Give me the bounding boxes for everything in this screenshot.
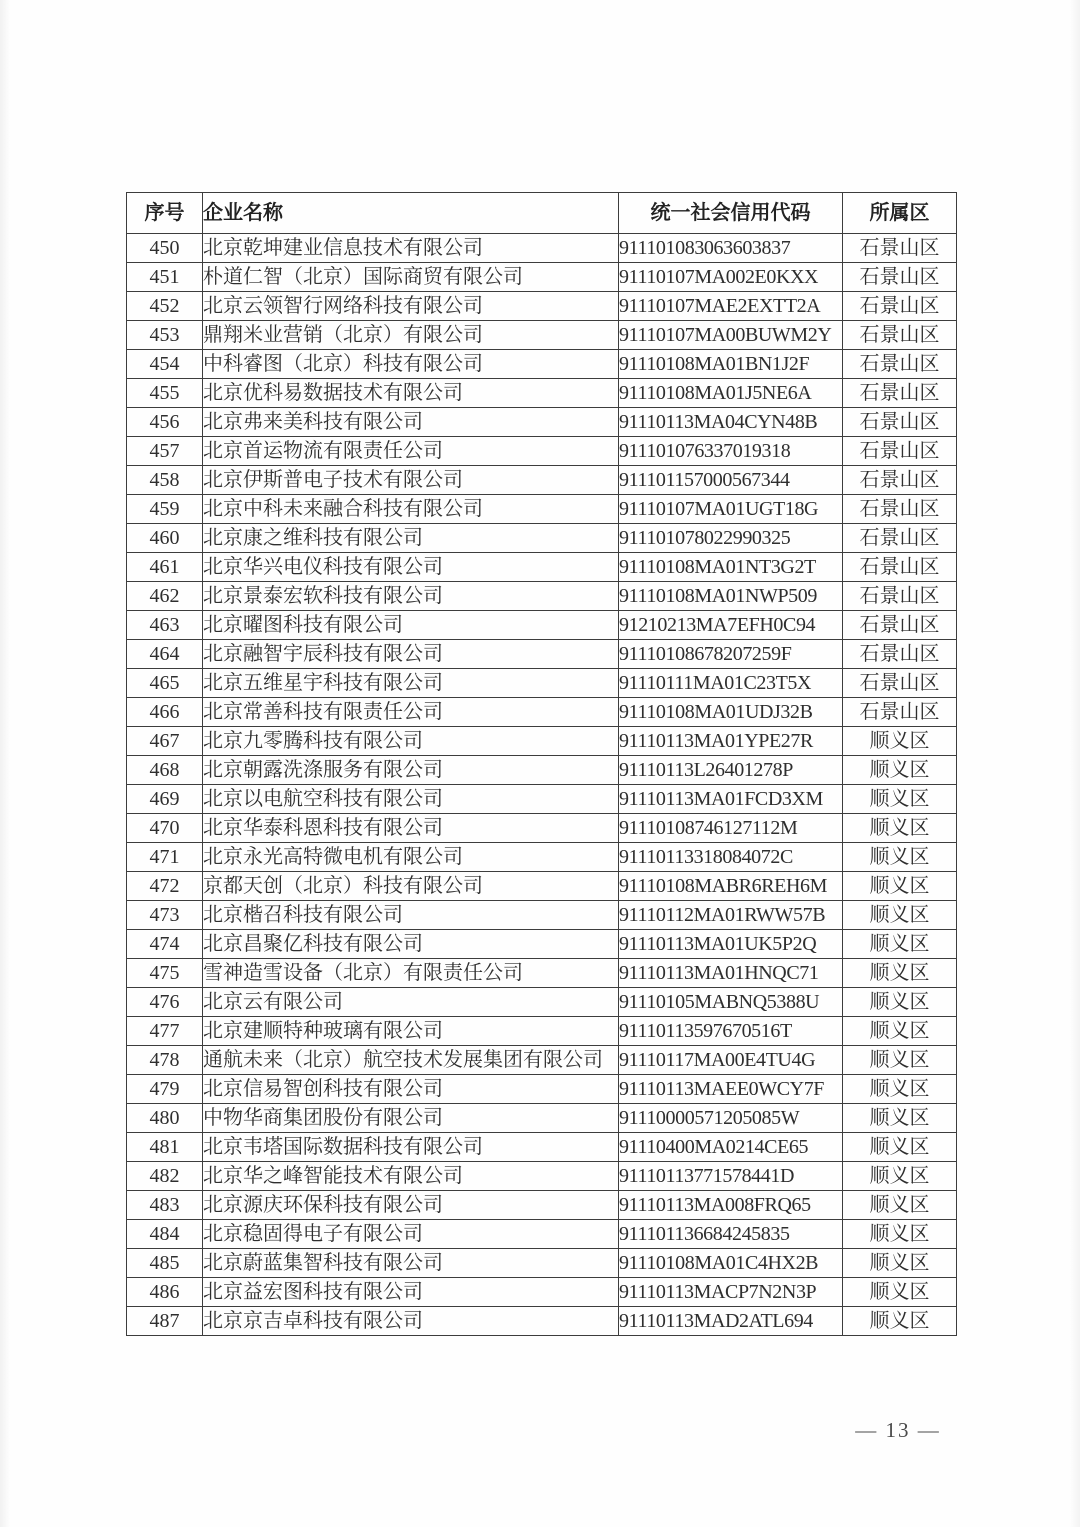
- credit-code-cell: 91110108MA01BN1J2F: [619, 350, 843, 379]
- row-serial-number: 467: [127, 727, 203, 756]
- district-cell: 顺义区: [843, 1278, 957, 1307]
- district-cell: 顺义区: [843, 872, 957, 901]
- credit-code-cell: 91110113MAD2ATL694: [619, 1307, 843, 1336]
- row-serial-number: 450: [127, 234, 203, 263]
- district-cell: 石景山区: [843, 553, 957, 582]
- credit-code-cell: 91110113771578441D: [619, 1162, 843, 1191]
- row-serial-number: 474: [127, 930, 203, 959]
- table-row: [127, 611, 957, 640]
- table-row: [127, 495, 957, 524]
- table-row: [127, 698, 957, 727]
- credit-code-cell: 91110113MA01HNQC71: [619, 959, 843, 988]
- company-name-cell: 北京永光高特微电机有限公司: [203, 843, 619, 872]
- credit-code-cell: 91110113L26401278P: [619, 756, 843, 785]
- district-cell: 顺义区: [843, 988, 957, 1017]
- row-serial-number: 477: [127, 1017, 203, 1046]
- row-serial-number: 468: [127, 756, 203, 785]
- district-cell: 石景山区: [843, 669, 957, 698]
- district-cell: 顺义区: [843, 1191, 957, 1220]
- credit-code-cell: 91110113MA008FRQ65: [619, 1191, 843, 1220]
- district-cell: 顺义区: [843, 1307, 957, 1336]
- district-cell: 石景山区: [843, 408, 957, 437]
- company-name-cell: 雪神造雪设备（北京）有限责任公司: [203, 959, 619, 988]
- credit-code-cell: 91110113MAEE0WCY7F: [619, 1075, 843, 1104]
- table-row: [127, 785, 957, 814]
- credit-code-cell: 91110117MA00E4TU4G: [619, 1046, 843, 1075]
- company-name-cell: 北京五维星宇科技有限公司: [203, 669, 619, 698]
- district-cell: 顺义区: [843, 814, 957, 843]
- credit-code-cell: 91110108MA01NT3G2T: [619, 553, 843, 582]
- table-row: [127, 1191, 957, 1220]
- header-serial-number: 序号: [127, 193, 203, 234]
- row-serial-number: 461: [127, 553, 203, 582]
- table-row: [127, 669, 957, 698]
- company-name-cell: 北京信易智创科技有限公司: [203, 1075, 619, 1104]
- company-name-cell: 北京楷召科技有限公司: [203, 901, 619, 930]
- company-name-cell: 京都天创（北京）科技有限公司: [203, 872, 619, 901]
- table-row: [127, 292, 957, 321]
- district-cell: 石景山区: [843, 582, 957, 611]
- table-row: [127, 640, 957, 669]
- header-credit-code: 统一社会信用代码: [619, 193, 843, 234]
- company-name-cell: 北京中科未来融合科技有限公司: [203, 495, 619, 524]
- row-serial-number: 481: [127, 1133, 203, 1162]
- credit-code-cell: 91110107MA002E0KXX: [619, 263, 843, 292]
- table-row: [127, 437, 957, 466]
- district-cell: 石景山区: [843, 611, 957, 640]
- table-row: [127, 1104, 957, 1133]
- table-body: [127, 234, 957, 1336]
- row-serial-number: 476: [127, 988, 203, 1017]
- row-serial-number: 472: [127, 872, 203, 901]
- credit-code-cell: 911101078022990325: [619, 524, 843, 553]
- row-serial-number: 459: [127, 495, 203, 524]
- company-name-cell: 北京华之峰智能技术有限公司: [203, 1162, 619, 1191]
- district-cell: 石景山区: [843, 640, 957, 669]
- credit-code-cell: 91110108MABR6REH6M: [619, 872, 843, 901]
- credit-code-cell: 91110113597670516T: [619, 1017, 843, 1046]
- district-cell: 石景山区: [843, 466, 957, 495]
- page-number: — 13 —: [855, 1418, 941, 1442]
- row-serial-number: 451: [127, 263, 203, 292]
- table-row: [127, 321, 957, 350]
- table-row: [127, 959, 957, 988]
- company-name-cell: 北京源庆环保科技有限公司: [203, 1191, 619, 1220]
- district-cell: 顺义区: [843, 959, 957, 988]
- credit-code-cell: 91110108MA01UDJ32B: [619, 698, 843, 727]
- district-cell: 石景山区: [843, 350, 957, 379]
- company-name-cell: 北京首运物流有限责任公司: [203, 437, 619, 466]
- district-cell: 顺义区: [843, 1249, 957, 1278]
- district-cell: 石景山区: [843, 263, 957, 292]
- district-cell: 顺义区: [843, 930, 957, 959]
- company-name-cell: 北京以电航空科技有限公司: [203, 785, 619, 814]
- row-serial-number: 462: [127, 582, 203, 611]
- row-serial-number: 460: [127, 524, 203, 553]
- credit-code-cell: 911101136684245835: [619, 1220, 843, 1249]
- district-cell: 顺义区: [843, 756, 957, 785]
- table-row: [127, 1249, 957, 1278]
- company-name-cell: 北京优科易数据技术有限公司: [203, 379, 619, 408]
- district-cell: 石景山区: [843, 234, 957, 263]
- credit-code-cell: 91110113MA01FCD3XM: [619, 785, 843, 814]
- district-cell: 石景山区: [843, 495, 957, 524]
- company-name-cell: 北京融智宇辰科技有限公司: [203, 640, 619, 669]
- district-cell: 顺义区: [843, 1162, 957, 1191]
- row-serial-number: 478: [127, 1046, 203, 1075]
- company-name-cell: 北京华兴电仪科技有限公司: [203, 553, 619, 582]
- district-cell: 顺义区: [843, 1133, 957, 1162]
- credit-code-cell: 91110108MA01NWP509: [619, 582, 843, 611]
- company-name-cell: 中科睿图（北京）科技有限公司: [203, 350, 619, 379]
- company-name-cell: 北京稳固得电子有限公司: [203, 1220, 619, 1249]
- company-name-cell: 北京京吉卓科技有限公司: [203, 1307, 619, 1336]
- table-row: [127, 466, 957, 495]
- company-name-cell: 北京九零腾科技有限公司: [203, 727, 619, 756]
- row-serial-number: 487: [127, 1307, 203, 1336]
- company-name-cell: 朴道仁智（北京）国际商贸有限公司: [203, 263, 619, 292]
- credit-code-cell: 91110113318084072C: [619, 843, 843, 872]
- row-serial-number: 463: [127, 611, 203, 640]
- table-row: [127, 901, 957, 930]
- row-serial-number: 479: [127, 1075, 203, 1104]
- row-serial-number: 471: [127, 843, 203, 872]
- table-row: [127, 553, 957, 582]
- company-name-cell: 北京康之维科技有限公司: [203, 524, 619, 553]
- credit-code-cell: 91110400MA0214CE65: [619, 1133, 843, 1162]
- company-name-cell: 北京伊斯普电子技术有限公司: [203, 466, 619, 495]
- credit-code-cell: 911101076337019318: [619, 437, 843, 466]
- credit-code-cell: 91110108678207259F: [619, 640, 843, 669]
- table-row: [127, 582, 957, 611]
- credit-code-cell: 91110113MA01UK5P2Q: [619, 930, 843, 959]
- table-row: [127, 1075, 957, 1104]
- credit-code-cell: 91110107MA00BUWM2Y: [619, 321, 843, 350]
- district-cell: 石景山区: [843, 698, 957, 727]
- credit-code-cell: 91110107MAE2EXTT2A: [619, 292, 843, 321]
- row-serial-number: 470: [127, 814, 203, 843]
- company-name-cell: 北京曜图科技有限公司: [203, 611, 619, 640]
- row-serial-number: 475: [127, 959, 203, 988]
- company-name-cell: 北京乾坤建业信息技术有限公司: [203, 234, 619, 263]
- credit-code-cell: 91110000571205085W: [619, 1104, 843, 1133]
- district-cell: 石景山区: [843, 321, 957, 350]
- company-name-cell: 北京蔚蓝集智科技有限公司: [203, 1249, 619, 1278]
- row-serial-number: 469: [127, 785, 203, 814]
- row-serial-number: 455: [127, 379, 203, 408]
- company-name-cell: 北京云有限公司: [203, 988, 619, 1017]
- row-serial-number: 453: [127, 321, 203, 350]
- credit-code-cell: 91110108746127112M: [619, 814, 843, 843]
- credit-code-cell: 91110113MACP7N2N3P: [619, 1278, 843, 1307]
- table-row: [127, 234, 957, 263]
- district-cell: 顺义区: [843, 843, 957, 872]
- company-name-cell: 北京常善科技有限责任公司: [203, 698, 619, 727]
- company-name-cell: 北京昌聚亿科技有限公司: [203, 930, 619, 959]
- row-serial-number: 465: [127, 669, 203, 698]
- row-serial-number: 483: [127, 1191, 203, 1220]
- row-serial-number: 458: [127, 466, 203, 495]
- credit-code-cell: 91210213MA7EFH0C94: [619, 611, 843, 640]
- company-name-cell: 通航未来（北京）航空技术发展集团有限公司: [203, 1046, 619, 1075]
- table-row: [127, 1220, 957, 1249]
- row-serial-number: 486: [127, 1278, 203, 1307]
- table-row: [127, 843, 957, 872]
- table-row: [127, 872, 957, 901]
- credit-code-cell: 91110107MA01UGT18G: [619, 495, 843, 524]
- company-name-cell: 北京华泰科恩科技有限公司: [203, 814, 619, 843]
- company-name-cell: 北京建顺特种玻璃有限公司: [203, 1017, 619, 1046]
- row-serial-number: 482: [127, 1162, 203, 1191]
- table-row: [127, 930, 957, 959]
- header-district: 所属区: [843, 193, 957, 234]
- row-serial-number: 452: [127, 292, 203, 321]
- row-serial-number: 456: [127, 408, 203, 437]
- table-row: [127, 988, 957, 1017]
- table-row: [127, 1278, 957, 1307]
- company-list-table: [126, 192, 957, 1336]
- company-name-cell: 北京弗来美科技有限公司: [203, 408, 619, 437]
- row-serial-number: 480: [127, 1104, 203, 1133]
- district-cell: 顺义区: [843, 727, 957, 756]
- district-cell: 顺义区: [843, 1046, 957, 1075]
- header-company-name: 企业名称: [203, 193, 619, 234]
- table-row: [127, 814, 957, 843]
- district-cell: 顺义区: [843, 901, 957, 930]
- district-cell: 石景山区: [843, 437, 957, 466]
- credit-code-cell: 911101157000567344: [619, 466, 843, 495]
- row-serial-number: 484: [127, 1220, 203, 1249]
- credit-code-cell: 91110108MA01J5NE6A: [619, 379, 843, 408]
- row-serial-number: 466: [127, 698, 203, 727]
- credit-code-cell: 91110112MA01RWW57B: [619, 901, 843, 930]
- district-cell: 石景山区: [843, 292, 957, 321]
- company-name-cell: 北京韦塔国际数据科技有限公司: [203, 1133, 619, 1162]
- credit-code-cell: 91110111MA01C23T5X: [619, 669, 843, 698]
- district-cell: 顺义区: [843, 1017, 957, 1046]
- credit-code-cell: 91110113MA01YPE27R: [619, 727, 843, 756]
- company-name-cell: 北京云领智行网络科技有限公司: [203, 292, 619, 321]
- table-row: [127, 1133, 957, 1162]
- company-name-cell: 北京朝露洗涤服务有限公司: [203, 756, 619, 785]
- company-name-cell: 鼎翔米业营销（北京）有限公司: [203, 321, 619, 350]
- row-serial-number: 464: [127, 640, 203, 669]
- district-cell: 顺义区: [843, 1075, 957, 1104]
- table-row: [127, 756, 957, 785]
- company-name-cell: 北京景泰宏软科技有限公司: [203, 582, 619, 611]
- table-row: [127, 1162, 957, 1191]
- table-row: [127, 727, 957, 756]
- row-serial-number: 454: [127, 350, 203, 379]
- credit-code-cell: 911101083063603837: [619, 234, 843, 263]
- table-row: [127, 379, 957, 408]
- district-cell: 石景山区: [843, 379, 957, 408]
- table-row: [127, 1307, 957, 1336]
- row-serial-number: 485: [127, 1249, 203, 1278]
- table-row: [127, 1046, 957, 1075]
- company-name-cell: 北京益宏图科技有限公司: [203, 1278, 619, 1307]
- row-serial-number: 457: [127, 437, 203, 466]
- table-row: [127, 408, 957, 437]
- table-header-row: [127, 193, 957, 234]
- credit-code-cell: 91110108MA01C4HX2B: [619, 1249, 843, 1278]
- row-serial-number: 473: [127, 901, 203, 930]
- table-row: [127, 350, 957, 379]
- credit-code-cell: 91110113MA04CYN48B: [619, 408, 843, 437]
- company-name-cell: 中物华商集团股份有限公司: [203, 1104, 619, 1133]
- table-row: [127, 263, 957, 292]
- district-cell: 石景山区: [843, 524, 957, 553]
- district-cell: 顺义区: [843, 785, 957, 814]
- credit-code-cell: 91110105MABNQ5388U: [619, 988, 843, 1017]
- district-cell: 顺义区: [843, 1104, 957, 1133]
- table-row: [127, 1017, 957, 1046]
- table-row: [127, 524, 957, 553]
- district-cell: 顺义区: [843, 1220, 957, 1249]
